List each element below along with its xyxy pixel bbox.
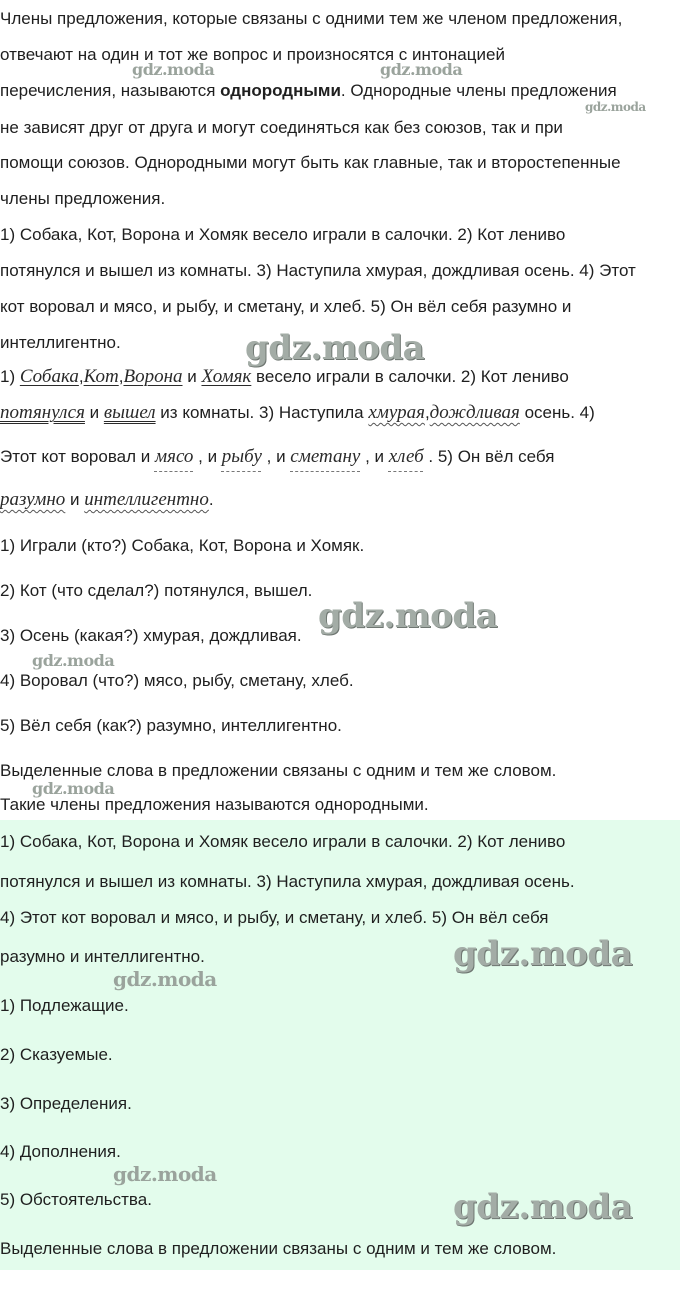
object-rybu: рыбу	[221, 446, 262, 467]
parsed-text: и	[65, 490, 85, 509]
theory-line: не зависят друг от друга и могут соединяться как без союзов, так и при	[0, 118, 563, 137]
theory-line: помощи союзов. Однородными могут быть как главные, так и второстепенные	[0, 153, 621, 172]
answer-member-line: 5) Обстоятельства.	[0, 1190, 152, 1209]
watermark-logo: gdz.moda	[113, 967, 217, 991]
conclusion-line: Такие члены предложения называются однородными.	[0, 795, 429, 814]
parsed-text: и	[84, 403, 104, 422]
attribute-dozhdlivaya: дождливая	[429, 402, 520, 423]
watermark-logo: gdz.moda	[132, 60, 215, 79]
question-line: 5) Вёл себя (как?) разумно, интеллигентно.	[0, 716, 342, 735]
parsed-text: ,	[78, 367, 84, 386]
conclusion-line: Выделенные слова в предложении связаны с одним и тем же словом.	[0, 761, 557, 780]
parsed-text: , и	[193, 447, 222, 466]
attribute-khmuraya: хмурая	[368, 402, 425, 423]
predicate-vyshel: вышел	[103, 402, 156, 423]
watermark-logo: gdz.moda	[113, 1162, 217, 1186]
question-line: 3) Осень (какая?) хмурая, дождливая.	[0, 626, 302, 645]
theory-text: перечисления, называются	[0, 81, 221, 100]
theory-line: Члены предложения, которые связаны с одними тем же членом предложения,	[0, 9, 623, 28]
subject-vorona: Ворона	[123, 366, 183, 387]
watermark-logo: gdz.moda	[585, 100, 646, 114]
theory-line: члены предложения.	[0, 189, 166, 208]
parsed-text: и	[182, 367, 202, 386]
watermark-logo: gdz.moda	[380, 60, 463, 79]
question-line: 2) Кот (что сделал?) потянулся, вышел.	[0, 581, 313, 600]
watermark-logo: gdz.moda	[453, 1187, 633, 1227]
parsed-text: 1)	[0, 367, 20, 386]
parsed-text: Этот кот воровал и	[0, 447, 155, 466]
parsed-text: из комнаты. 3) Наступила	[155, 403, 369, 422]
answer-member-line: 4) Дополнения.	[0, 1142, 121, 1161]
term-homogeneous: однородными	[220, 81, 341, 100]
parsed-text: ,	[118, 367, 124, 386]
sentence-line: кот воровал и мясо, и рыбу, и сметану, и хлеб. 5) Он вёл себя разумно и	[0, 297, 572, 316]
object-smetanu: сметану	[290, 446, 361, 467]
parsed-text: . 5) Он вёл себя	[423, 447, 555, 466]
subject-khomyak: Хомяк	[201, 366, 252, 387]
parsed-line-4	[0, 489, 214, 511]
parsed-text: ,	[424, 403, 430, 422]
object-myaso: мясо	[154, 446, 194, 467]
answer-sentence-line: потянулся и вышел из комнаты. 3) Наступила хмурая, дождливая осень.	[0, 872, 575, 891]
theory-text: . Однородные члены предложения	[340, 81, 617, 100]
sentence-line: интеллигентно.	[0, 333, 121, 352]
watermark-logo: gdz.moda	[318, 596, 498, 636]
answer-member-line: 3) Определения.	[0, 1094, 132, 1113]
parsed-text: , и	[261, 447, 291, 466]
answer-sentence-line: 1) Собака, Кот, Ворона и Хомяк весело играли в салочки. 2) Кот лениво	[0, 832, 566, 851]
watermark-logo: gdz.moda	[32, 779, 115, 798]
question-line: 4) Воровал (что?) мясо, рыбу, сметану, хлеб.	[0, 671, 354, 690]
watermark-logo: gdz.moda	[32, 651, 115, 670]
watermark-logo: gdz.moda	[245, 328, 425, 368]
answer-sentence-line: разумно и интеллигентно.	[0, 947, 205, 966]
answer-conclusion: Выделенные слова в предложении связаны с одним и тем же словом.	[0, 1239, 557, 1258]
adverbial-razumno: разумно	[0, 489, 66, 510]
watermark-logo: gdz.moda	[453, 934, 633, 974]
parsed-line-2	[0, 402, 595, 424]
theory-line: отвечают на один и тот же вопрос и произносятся с интонацией	[0, 45, 505, 64]
parsed-text: , и	[360, 447, 389, 466]
adverbial-intelligentno: интеллигентно	[84, 489, 209, 510]
subject-kot: Кот	[83, 366, 119, 387]
predicate-potyanulsya: потянулся	[0, 402, 85, 423]
object-khleb: хлеб	[388, 446, 424, 467]
answer-member-line: 1) Подлежащие.	[0, 996, 129, 1015]
parsed-text: весело играли в салочки. 2) Кот лениво	[251, 367, 569, 386]
question-line: 1) Играли (кто?) Собака, Кот, Ворона и Хомяк.	[0, 536, 365, 555]
answer-sentence-line: 4) Этот кот воровал и мясо, и рыбу, и сметану, и хлеб. 5) Он вёл себя	[0, 908, 549, 927]
parsed-line-3	[0, 446, 555, 468]
sentence-line: 1) Собака, Кот, Ворона и Хомяк весело играли в салочки. 2) Кот лениво	[0, 225, 566, 244]
answer-member-line: 2) Сказуемые.	[0, 1045, 113, 1064]
sentence-line: потянулся и вышел из комнаты. 3) Наступила хмурая, дождливая осень. 4) Этот	[0, 261, 636, 280]
parsed-line-1	[0, 366, 569, 388]
subject-sobaka: Собака	[19, 366, 79, 387]
parsed-text: .	[208, 490, 214, 509]
parsed-text: осень. 4)	[519, 403, 595, 422]
theory-line	[0, 81, 617, 101]
